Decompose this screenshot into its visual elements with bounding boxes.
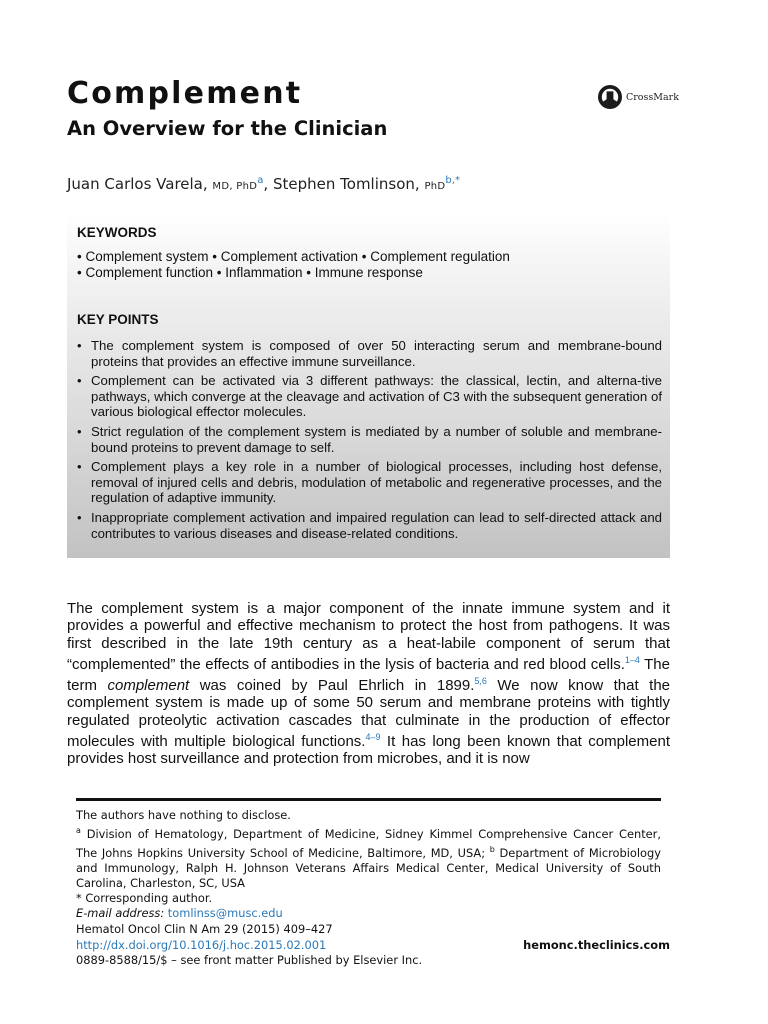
body-text-run: It has long been known that complement provides host surveillance and protection from microbes, and it is now bbox=[67, 733, 670, 768]
affiliation-link[interactable]: b,* bbox=[445, 175, 460, 186]
key-point-text: The complement system is composed of over 50 interacting serum and membrane-bound proteins that provides an effective immune surveillance. bbox=[91, 338, 662, 369]
bullet-icon: • bbox=[77, 373, 82, 389]
key-point-text: Strict regulation of the complement system is mediated by a number of soluble and membrane-bound proteins to prevent damage to self. bbox=[91, 423, 662, 455]
author-degrees: MD, PhD bbox=[212, 181, 258, 192]
affiliation-text: Department of Microbiology and Immunology, Ralph H. Johnson Veterans Affairs Medical Center, Medical University of South Carolina, Charleston, SC, USA bbox=[76, 845, 661, 890]
reference-link[interactable]: 5,6 bbox=[474, 676, 487, 687]
bullet-icon: • bbox=[77, 459, 82, 475]
affiliation-link[interactable]: a bbox=[257, 175, 264, 186]
crossmark-badge[interactable] bbox=[597, 84, 679, 110]
affiliations-note bbox=[76, 823, 661, 891]
affiliation-text: Division of Hematology, Department of Medicine, Sidney Kimmel Comprehensive Cancer Center, The Johns Hopkins University School of Medicine, Baltimore, MD, USA; bbox=[76, 826, 661, 860]
keywords-line: • Complement function • Inflammation • Immune response bbox=[77, 265, 423, 280]
citation-row bbox=[76, 922, 670, 938]
journal-citation: Hematol Oncol Clin N Am 29 (2015) 409–427 bbox=[76, 922, 333, 936]
key-point-item bbox=[77, 373, 662, 420]
footnotes bbox=[76, 808, 661, 921]
footnote-divider bbox=[76, 798, 661, 801]
bullet-icon: • bbox=[77, 423, 82, 439]
key-point-text: Complement can be activated via 3 different pathways: the classical, lectin, and alterna-tive pathways, which converge at the cleavage and activation of C3 with the subsequent generation of various biological effector molecules. bbox=[91, 373, 662, 420]
author-name: Stephen Tomlinson, bbox=[272, 175, 420, 193]
disclosure-note: The authors have nothing to disclose. bbox=[76, 808, 291, 822]
bullet-icon: • bbox=[77, 338, 82, 353]
author-separator: , bbox=[263, 175, 269, 193]
author-name: Juan Carlos Varela, bbox=[67, 175, 208, 193]
email-note bbox=[76, 906, 661, 921]
affiliation-mark: a bbox=[76, 826, 81, 835]
crossmark-label: CrossMark bbox=[626, 91, 679, 103]
key-point-text: Complement plays a key role in a number of biological processes, including host defense, removal of injured cells and debris, modulation of metabolic and regenerative processes, and the regulation of adaptive immunity. bbox=[91, 459, 662, 506]
body-text-run: The complement system is a major component of the innate immune system and it provides a powerful and effective mechanism to protect the host from pathogens. It was first described in the late 19th century as a heat-labile component of serum that “complemented” the effects of antibodies in the lysis of bacteria and red blood cells. bbox=[67, 600, 670, 673]
email-link[interactable]: tomlinss@musc.edu bbox=[167, 905, 283, 920]
body-text-run: The term bbox=[67, 655, 670, 695]
citation-row bbox=[76, 938, 670, 954]
citation-block bbox=[76, 922, 670, 969]
key-point-item bbox=[77, 338, 662, 369]
key-point-text: Inappropriate complement activation and impaired regulation can lead to self-directed attack and contributes to various diseases and disease-related conditions. bbox=[91, 509, 662, 541]
doi-link[interactable]: http://dx.doi.org/10.1016/j.hoc.2015.02.001 bbox=[76, 937, 327, 952]
body-emphasis: complement bbox=[107, 677, 190, 695]
keywords-heading: KEYWORDS bbox=[77, 225, 157, 240]
email-label: E-mail address: bbox=[76, 905, 165, 920]
key-points-heading: KEY POINTS bbox=[77, 312, 159, 327]
crossmark-icon bbox=[597, 84, 623, 110]
journal-site-link[interactable]: hemonc.theclinics.com bbox=[523, 937, 670, 952]
keywords-keypoints-box bbox=[67, 214, 670, 558]
affiliation-mark: b bbox=[489, 844, 495, 854]
corresponding-note: * Corresponding author. bbox=[76, 890, 213, 905]
article-subtitle: An Overview for the Clinician bbox=[67, 117, 388, 140]
body-text-run: was coined by Paul Ehrlich in 1899. bbox=[189, 677, 475, 695]
keywords-line: • Complement system • Complement activation • Complement regulation bbox=[77, 249, 510, 264]
key-point-item bbox=[77, 424, 662, 455]
key-point-item bbox=[77, 510, 662, 541]
reference-link[interactable]: 4–9 bbox=[365, 732, 381, 743]
body-paragraph bbox=[67, 600, 670, 768]
key-point-item bbox=[77, 459, 662, 506]
author-line bbox=[67, 175, 460, 193]
reference-link[interactable]: 1–4 bbox=[624, 654, 640, 665]
citation-row bbox=[76, 953, 670, 969]
key-points-list bbox=[77, 338, 662, 545]
bullet-icon: • bbox=[77, 509, 82, 525]
body-text-run: We now know that the complement system is made up of some 50 serum and membrane proteins with tightly regulated proteolytic activation cascades that culminate in the production of effector molecules with multiple biological functions. bbox=[67, 677, 671, 751]
author-degrees: PhD bbox=[424, 181, 446, 192]
article-title: Complement bbox=[67, 76, 303, 111]
issn-line: 0889-8588/15/$ – see front matter Published by Elsevier Inc. bbox=[76, 953, 423, 967]
